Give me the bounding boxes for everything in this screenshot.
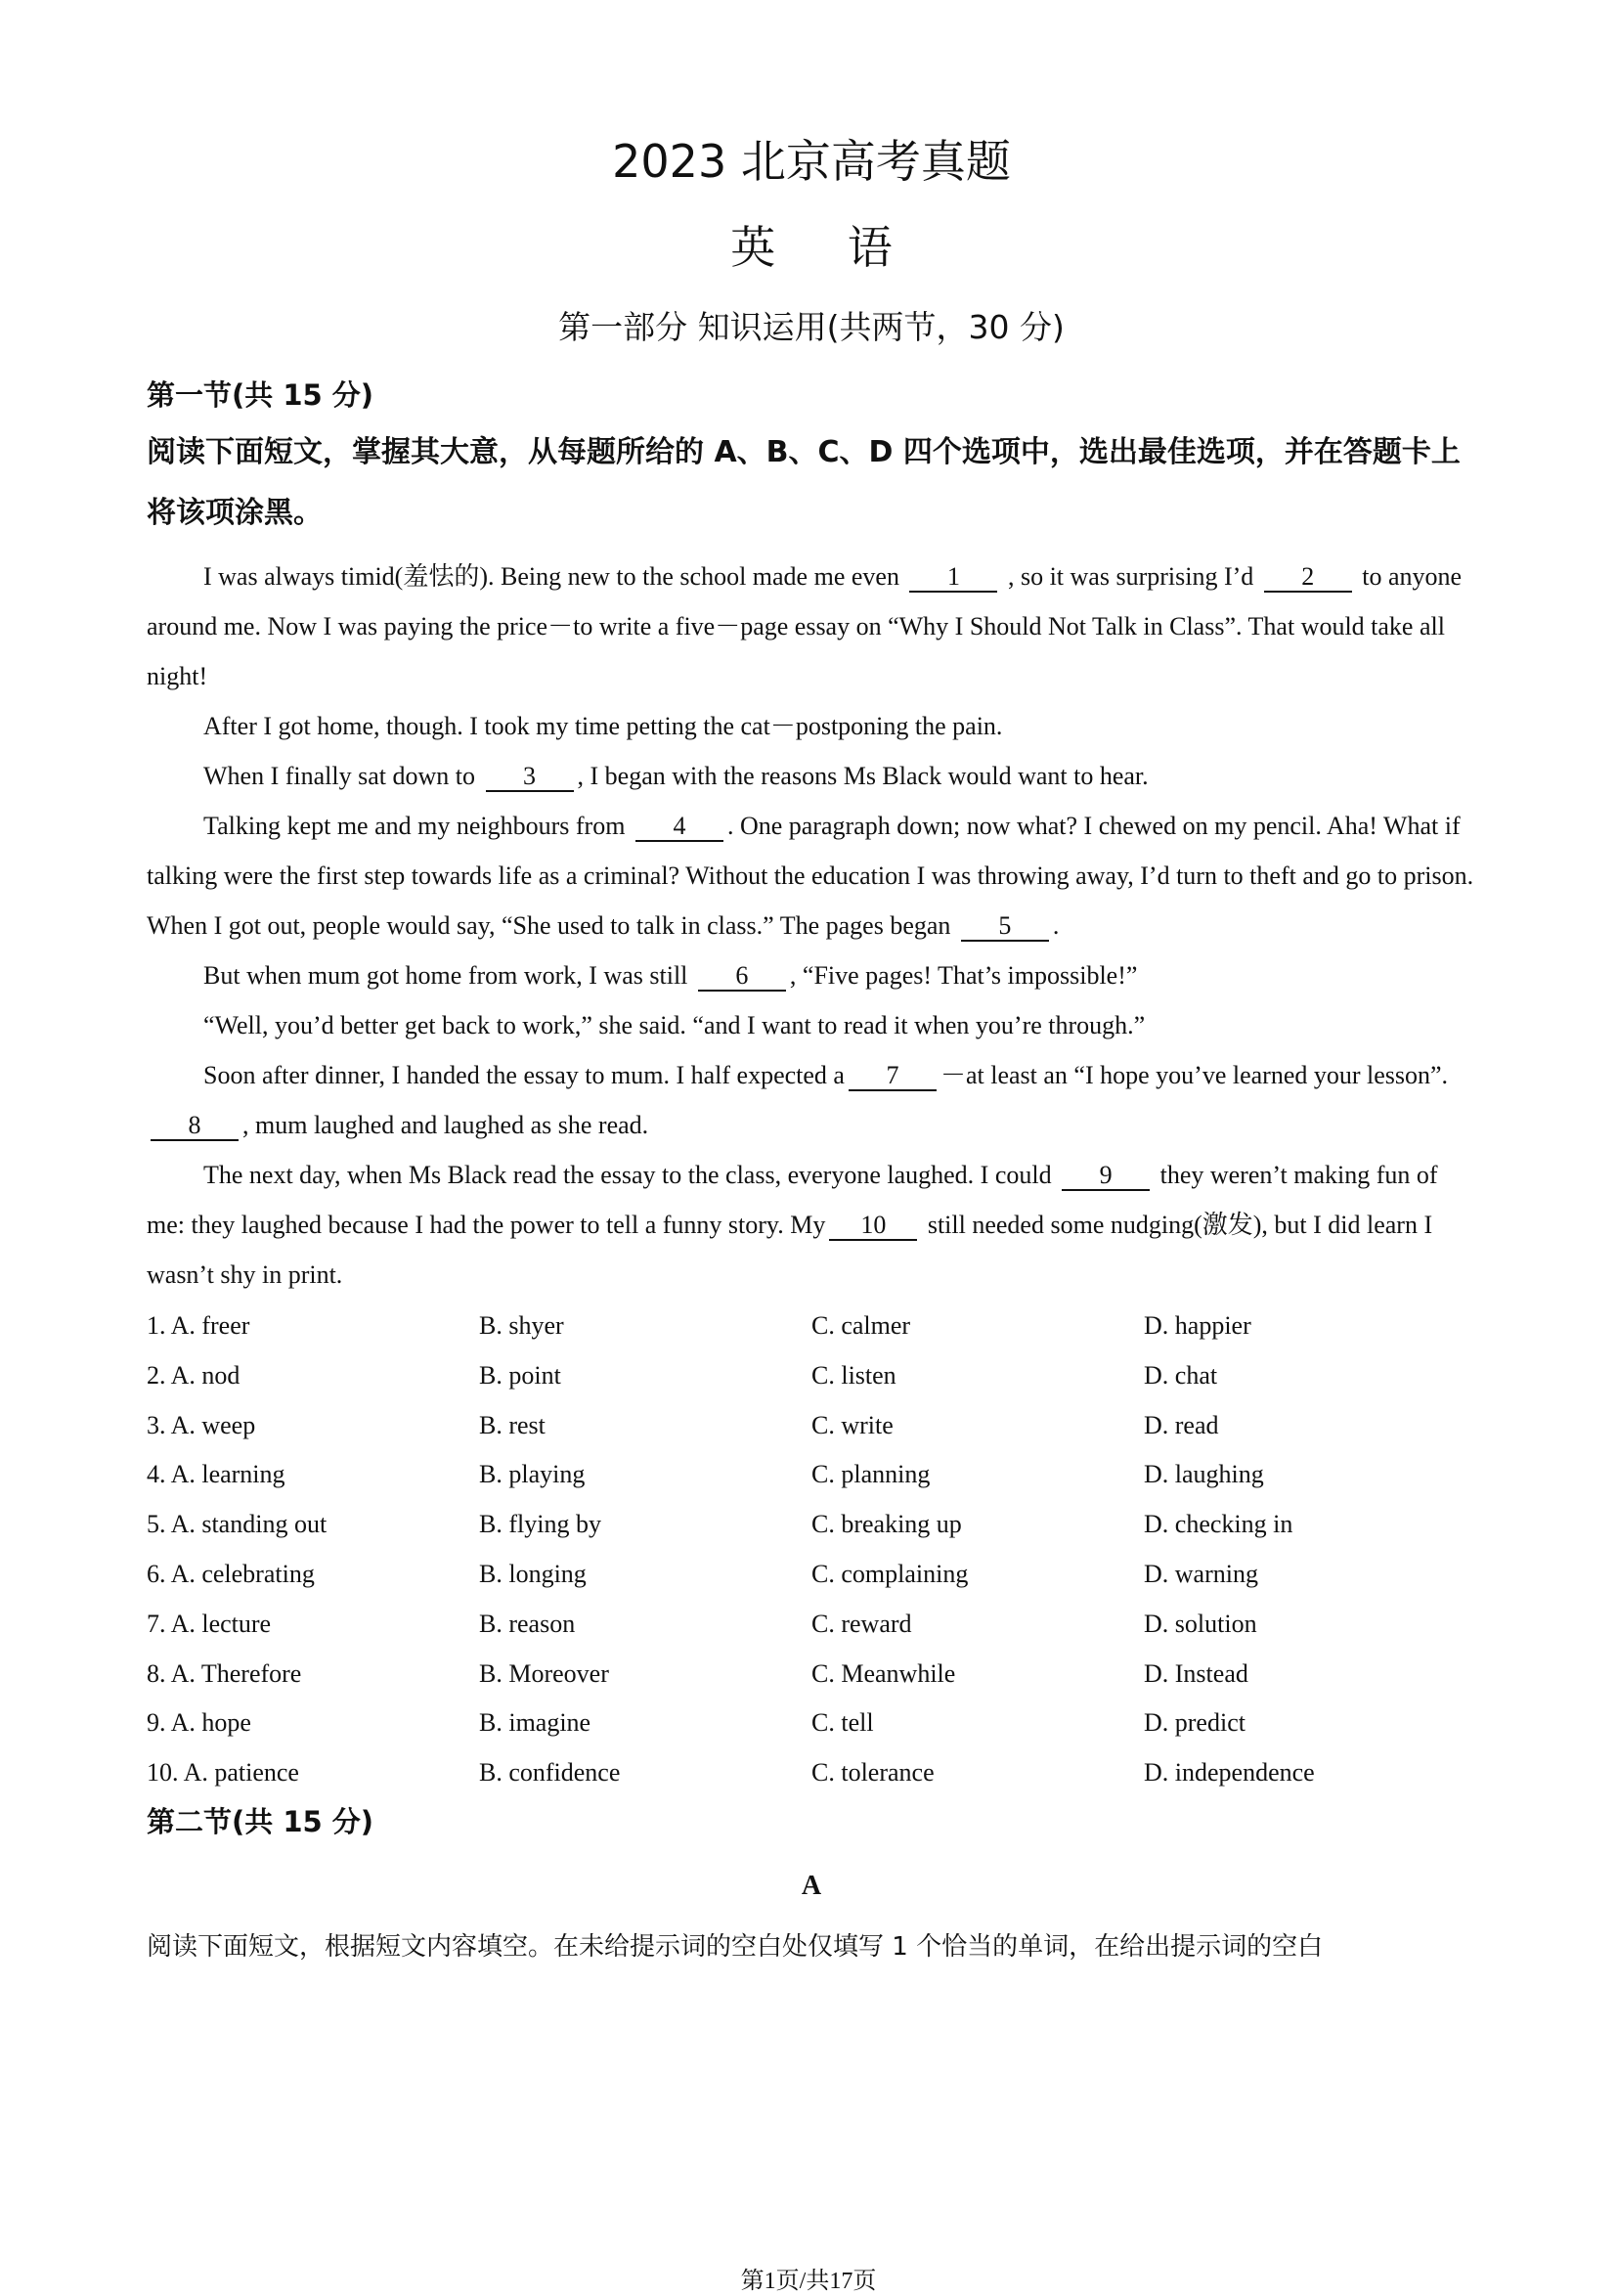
option-c: C. write bbox=[811, 1410, 894, 1439]
passage-paragraph bbox=[147, 1150, 1476, 1300]
option-row bbox=[147, 1500, 1476, 1550]
option-b: B. longing bbox=[479, 1559, 587, 1588]
option-a: 4. A. learning bbox=[147, 1460, 285, 1489]
passage-text: . bbox=[1052, 911, 1060, 940]
option-row bbox=[147, 1600, 1476, 1650]
option-c: C. tell bbox=[811, 1708, 874, 1738]
passage-text: , I began with the reasons Ms Black would want to hear. bbox=[577, 762, 1149, 790]
passage-text: , “Five pages! That’s impossible!” bbox=[789, 961, 1138, 990]
passage-text: Soon after dinner, I handed the essay to mum. I half expected a bbox=[203, 1061, 845, 1089]
option-c: C. reward bbox=[811, 1609, 912, 1638]
passage-paragraph bbox=[147, 950, 1476, 1000]
section1-instruction: 阅读下面短文，掌握其大意，从每题所给的 A、B、C、D 四个选项中，选出最佳选项，并在答题卡上将该项涂黑。 bbox=[147, 435, 1461, 530]
option-c: C. planning bbox=[811, 1460, 931, 1489]
answer-options bbox=[147, 1302, 1476, 1798]
option-b: B. rest bbox=[479, 1410, 546, 1439]
passage-text: －at least an “I hope you’ve learned your lesson”. bbox=[940, 1061, 1449, 1089]
option-b: B. playing bbox=[479, 1460, 586, 1489]
option-c: C. breaking up bbox=[811, 1510, 962, 1539]
option-c: C. tolerance bbox=[811, 1758, 935, 1788]
section2-passage-label: A bbox=[801, 1870, 822, 1901]
option-row bbox=[147, 1401, 1476, 1451]
option-d: D. solution bbox=[1144, 1609, 1257, 1638]
option-d: D. read bbox=[1144, 1410, 1219, 1439]
option-b: B. reason bbox=[479, 1609, 576, 1638]
passage-paragraph bbox=[147, 701, 1476, 751]
option-c: C. Meanwhile bbox=[811, 1658, 956, 1688]
blank-6: 6 bbox=[698, 962, 786, 992]
blank-4: 4 bbox=[635, 813, 723, 842]
passage-text: The next day, when Ms Black read the essay to the class, everyone laughed. I could bbox=[203, 1161, 1059, 1189]
option-c: C. complaining bbox=[811, 1559, 969, 1588]
exam-page bbox=[147, 127, 1476, 1966]
option-d: D. chat bbox=[1144, 1360, 1218, 1390]
part-title: 第一部分 知识运用(共两节，30 分) bbox=[558, 308, 1065, 346]
option-b: B. flying by bbox=[479, 1510, 601, 1539]
passage-paragraph bbox=[147, 801, 1476, 950]
option-row bbox=[147, 1550, 1476, 1600]
passage-text: . One paragraph down; now what? I chewed on my pencil. Aha! What if talking were the first step towards life as a criminal? Without the education I was throwing away, I’d turn to theft and go to prison. When I got out, people would say, “She used to talk in class.” The pages began bbox=[147, 812, 1474, 940]
option-b: B. point bbox=[479, 1360, 561, 1390]
section2-instruction: 阅读下面短文，根据短文内容填空。在未给提示词的空白处仅填写 1 个恰当的单词，在给出提示词的空白 bbox=[147, 1931, 1324, 1962]
blank-8: 8 bbox=[151, 1112, 239, 1141]
option-b: B. confidence bbox=[479, 1758, 621, 1788]
option-d: D. Instead bbox=[1144, 1658, 1248, 1688]
option-a: 7. A. lecture bbox=[147, 1609, 272, 1638]
passage-text: still needed some nudging(激发), but I did learn I wasn’t shy in print. bbox=[147, 1211, 1433, 1289]
passage-text: Talking kept me and my neighbours from bbox=[203, 812, 632, 840]
passage-paragraph bbox=[147, 552, 1476, 701]
subject-title: 英语 bbox=[730, 221, 965, 274]
passage-text: , so it was surprising I’d bbox=[1001, 562, 1260, 591]
passage-paragraph bbox=[147, 751, 1476, 801]
option-a: 6. A. celebrating bbox=[147, 1559, 315, 1588]
passage-text: to anyone around me. Now I was paying the price－to write a five－page essay on “Why I Should Not Talk in Class”. That would take all night! bbox=[147, 562, 1463, 690]
option-c: C. calmer bbox=[811, 1311, 911, 1340]
option-row bbox=[147, 1650, 1476, 1700]
passage-text: , mum laughed and laughed as she read. bbox=[242, 1111, 649, 1139]
cloze-passage bbox=[147, 552, 1476, 1300]
option-a: 3. A. weep bbox=[147, 1410, 256, 1439]
passage-text: But when mum got home from work, I was still bbox=[203, 961, 694, 990]
option-c: C. listen bbox=[811, 1360, 896, 1390]
passage-text: I was always timid(羞怯的). Being new to the school made me even bbox=[203, 562, 906, 591]
option-b: B. Moreover bbox=[479, 1658, 609, 1688]
blank-1: 1 bbox=[909, 563, 997, 593]
blank-5: 5 bbox=[961, 912, 1049, 942]
passage-text: When I finally sat down to bbox=[203, 762, 482, 790]
option-row bbox=[147, 1302, 1476, 1351]
exam-title: 2023 北京高考真题 bbox=[612, 135, 1011, 188]
option-a: 9. A. hope bbox=[147, 1708, 251, 1738]
passage-text: After I got home, though. I took my time petting the cat－postponing the pain. bbox=[203, 712, 1003, 740]
option-a: 1. A. freer bbox=[147, 1311, 250, 1340]
passage-paragraph bbox=[147, 1000, 1476, 1050]
blank-7: 7 bbox=[849, 1062, 937, 1091]
option-row bbox=[147, 1351, 1476, 1401]
option-a: 8. A. Therefore bbox=[147, 1658, 302, 1688]
option-d: D. predict bbox=[1144, 1708, 1246, 1738]
option-d: D. laughing bbox=[1144, 1460, 1264, 1489]
section2-title: 第二节(共 15 分) bbox=[147, 1804, 374, 1838]
passage-text: “Well, you’d better get back to work,” she said. “and I want to read it when you’re through.” bbox=[203, 1011, 1146, 1039]
blank-10: 10 bbox=[829, 1212, 917, 1241]
option-row bbox=[147, 1699, 1476, 1748]
option-a: 5. A. standing out bbox=[147, 1510, 328, 1539]
option-b: B. shyer bbox=[479, 1311, 564, 1340]
blank-2: 2 bbox=[1264, 563, 1352, 593]
section1-title: 第一节(共 15 分) bbox=[147, 378, 374, 412]
passage-text: they weren’t making fun of me: they laughed because I had the power to tell a funny story. My bbox=[147, 1161, 1438, 1239]
option-d: D. warning bbox=[1144, 1559, 1258, 1588]
option-b: B. imagine bbox=[479, 1708, 591, 1738]
option-row bbox=[147, 1450, 1476, 1500]
option-a: 2. A. nod bbox=[147, 1360, 240, 1390]
option-d: D. independence bbox=[1144, 1758, 1315, 1788]
option-a: 10. A. patience bbox=[147, 1758, 299, 1788]
page-footer: 第1页/共17页 bbox=[740, 2269, 877, 2294]
passage-paragraph bbox=[147, 1050, 1476, 1150]
option-d: D. happier bbox=[1144, 1311, 1251, 1340]
option-d: D. checking in bbox=[1144, 1510, 1293, 1539]
blank-3: 3 bbox=[486, 763, 574, 792]
blank-9: 9 bbox=[1062, 1162, 1150, 1191]
option-row bbox=[147, 1748, 1476, 1798]
